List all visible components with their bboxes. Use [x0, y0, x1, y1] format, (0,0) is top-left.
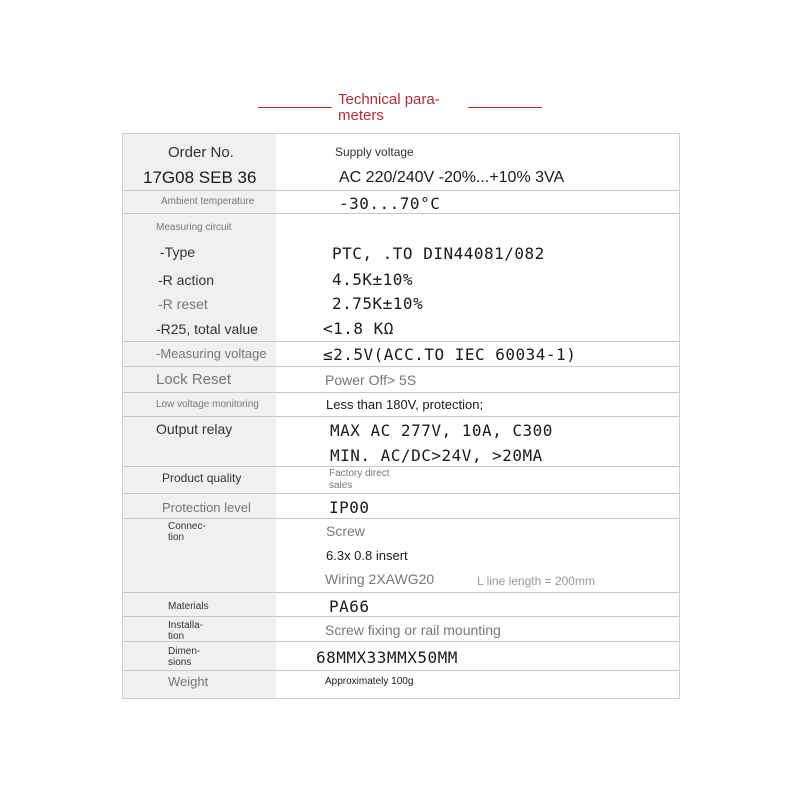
lock-reset-label: Lock Reset: [156, 371, 232, 388]
ambient-temperature-label: Ambient temperature: [161, 196, 255, 207]
r-reset-label: -R reset: [158, 296, 208, 312]
output-relay-max: MAX AC 277V, 10A, C300: [330, 421, 553, 440]
lock-reset-value: Power Off> 5S: [325, 372, 417, 388]
row-divider: [123, 518, 679, 519]
product-quality-label: Product quality: [162, 471, 242, 485]
protection-level-value: IP00: [329, 498, 370, 517]
ambient-temperature-value: -30...70°C: [339, 194, 441, 213]
product-quality-value-line2: sales: [329, 480, 353, 491]
title-block: [0, 90, 800, 130]
row-divider: [123, 670, 679, 671]
r25-value: <1.8 KΩ: [323, 319, 394, 338]
protection-level-label: Protection level: [162, 500, 251, 515]
title-rule-left: [258, 107, 332, 108]
title-line-1: Technical para-: [338, 91, 440, 108]
r25-label: -R25, total value: [156, 321, 258, 337]
measuring-voltage-label: -Measuring voltage: [156, 346, 267, 361]
row-divider: [123, 616, 679, 617]
dimensions-label-line1: Dimen-: [168, 646, 201, 657]
row-divider: [123, 592, 679, 593]
title-line-2: meters: [338, 107, 384, 124]
weight-label: Weight: [168, 674, 209, 689]
materials-label: Materials: [168, 601, 209, 612]
supply-voltage-value: AC 220/240V -20%...+10% 3VA: [339, 169, 565, 186]
weight-value: Approximately 100g: [325, 676, 414, 687]
title-rule-right: [468, 107, 542, 108]
r-action-value: 4.5K±10%: [332, 270, 414, 289]
type-label: -Type: [160, 244, 196, 260]
order-no-label: Order No.: [168, 144, 234, 161]
connection-screw: Screw: [326, 523, 365, 539]
connection-label-line2: tion: [168, 532, 185, 543]
row-divider: [123, 213, 679, 214]
connection-label-line1: Connec-: [168, 521, 206, 532]
installation-label-line1: Installa-: [168, 620, 204, 631]
row-divider: [123, 341, 679, 342]
r-reset-value: 2.75K±10%: [332, 294, 424, 313]
low-voltage-label: Low voltage monitoring: [156, 399, 259, 410]
row-divider: [123, 466, 679, 467]
dimensions-value: 68MMX33MMX50MM: [316, 648, 458, 667]
installation-label-line2: tion: [168, 631, 185, 642]
row-divider: [123, 392, 679, 393]
materials-value: PA66: [329, 597, 370, 616]
row-divider: [123, 416, 679, 417]
order-no-value: 17G08 SEB 36: [143, 168, 257, 187]
row-divider: [123, 493, 679, 494]
r-action-label: -R action: [158, 272, 215, 288]
row-divider: [123, 366, 679, 367]
row-divider: [123, 190, 679, 191]
parameters-table: [122, 133, 680, 699]
row-divider: [123, 641, 679, 642]
connection-wiring: Wiring 2XAWG20: [325, 571, 435, 587]
connection-insert: 6.3x 0.8 insert: [326, 548, 408, 563]
low-voltage-value: Less than 180V, protection;: [326, 397, 484, 412]
dimensions-label-line2: sions: [168, 657, 192, 668]
output-relay-min: MIN. AC/DC>24V, >20MA: [330, 446, 543, 465]
installation-value: Screw fixing or rail mounting: [325, 622, 501, 638]
measuring-circuit-label: Measuring circuit: [156, 222, 232, 233]
output-relay-label: Output relay: [156, 421, 233, 437]
page-title: [338, 92, 458, 124]
product-quality-value-line1: Factory direct: [329, 468, 390, 479]
supply-voltage-label: Supply voltage: [335, 145, 414, 159]
type-value: PTC, .TO DIN44081/082: [332, 244, 545, 263]
connection-line-length-note: L line length = 200mm: [477, 574, 595, 588]
measuring-voltage-value: ≤2.5V(ACC.TO IEC 60034-1): [323, 345, 577, 364]
